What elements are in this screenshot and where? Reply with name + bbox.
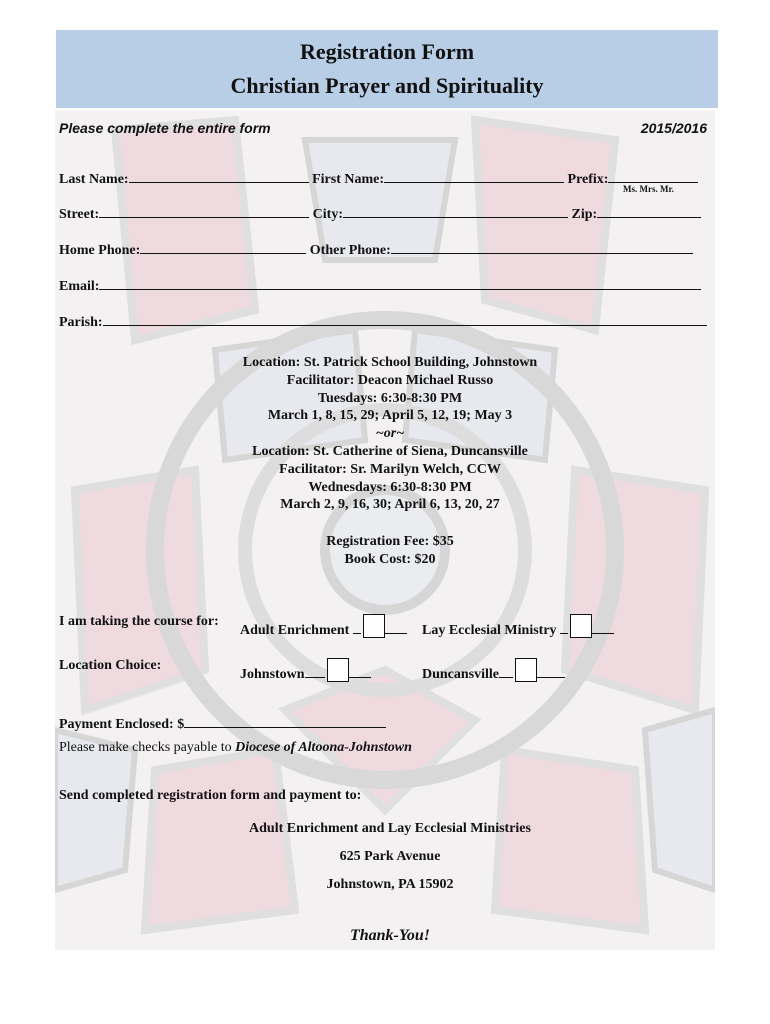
- session2-dates: March 2, 9, 16, 30; April 6, 13, 20, 27: [280, 497, 500, 513]
- instructions-text: Please complete the entire form: [59, 120, 271, 136]
- parish-row: [59, 311, 713, 331]
- registration-fee: Registration Fee: $35: [326, 534, 454, 549]
- email-label: Email:: [59, 279, 100, 294]
- payment-row: [59, 713, 713, 733]
- payment-label: Payment Enclosed: $: [59, 717, 185, 732]
- home-phone-field[interactable]: [140, 239, 306, 254]
- zip-field[interactable]: [597, 203, 701, 218]
- zip-label: Zip:: [571, 207, 598, 222]
- form-header: [56, 30, 718, 108]
- school-year: 2015/2016: [640, 120, 707, 136]
- payment-amount-field[interactable]: [184, 713, 386, 728]
- parish-field[interactable]: [103, 311, 707, 326]
- name-row: [59, 168, 713, 188]
- street-field[interactable]: [99, 203, 309, 218]
- thank-you: Thank-You!: [349, 927, 431, 944]
- johnstown-checkbox[interactable]: [327, 658, 349, 682]
- payment-note: [59, 740, 713, 756]
- street-label: Street:: [59, 207, 100, 222]
- address-street: 625 Park Avenue: [339, 849, 441, 864]
- payee-name: Diocese of Altoona-Johnstown: [235, 740, 412, 755]
- location-choice-label: Location Choice:: [59, 658, 162, 673]
- send-to-label: Send completed registration form and payment to:: [59, 788, 362, 803]
- email-field[interactable]: [99, 275, 701, 290]
- last-name-field[interactable]: [129, 168, 309, 183]
- lay-ministry-label: Lay Ecclesial Ministry: [422, 623, 557, 638]
- lay-ministry-checkbox[interactable]: [570, 614, 592, 638]
- last-name-label: Last Name:: [59, 172, 129, 187]
- parish-label: Parish:: [59, 315, 103, 330]
- adult-enrichment-checkbox[interactable]: [363, 614, 385, 638]
- course-row: [59, 614, 713, 638]
- duncansville-checkbox[interactable]: [515, 658, 537, 682]
- address-city: Johnstown, PA 15902: [326, 877, 454, 892]
- session1-location: Location: St. Patrick School Building, Johnstown: [242, 355, 538, 370]
- phone-row: [59, 239, 713, 259]
- other-phone-field[interactable]: [391, 239, 693, 254]
- form-subtitle: Christian Prayer and Spirituality: [230, 73, 544, 98]
- first-name-label: First Name:: [312, 172, 385, 187]
- payment-note-text: Please make checks payable to: [59, 740, 236, 755]
- instructions-row: [59, 120, 713, 136]
- mailing-address: [0, 815, 770, 899]
- prefix-field[interactable]: [608, 168, 698, 183]
- session2-facilitator: Facilitator: Sr. Marilyn Welch, CCW: [279, 461, 501, 477]
- email-row: [59, 275, 713, 295]
- prefix-options: Ms. Mrs. Mr.: [623, 184, 674, 194]
- session1-time: Tuesdays: 6:30-8:30 PM: [317, 390, 463, 406]
- johnstown-label: Johnstown: [240, 667, 305, 682]
- course-label: I am taking the course for:: [59, 614, 219, 629]
- home-phone-label: Home Phone:: [59, 243, 141, 258]
- city-field[interactable]: [343, 203, 568, 218]
- session-details: [0, 354, 770, 514]
- prefix-label: Prefix:: [567, 172, 609, 187]
- or-separator: ~or~: [375, 426, 405, 442]
- location-choice-row: [59, 658, 713, 682]
- address-row: [59, 203, 713, 223]
- other-phone-label: Other Phone:: [309, 243, 391, 258]
- address-org: Adult Enrichment and Lay Ecclesial Ministries: [249, 821, 531, 836]
- session1-facilitator: Facilitator: Deacon Michael Russo: [286, 372, 494, 388]
- session2-time: Wednesdays: 6:30-8:30 PM: [308, 479, 472, 495]
- book-cost: Book Cost: $20: [344, 551, 436, 567]
- duncansville-label: Duncansville: [422, 667, 500, 682]
- city-label: City:: [312, 207, 343, 222]
- session1-dates: March 1, 8, 15, 29; April 5, 12, 19; May 3: [267, 408, 513, 424]
- session2-location: Location: St. Catherine of Siena, Duncansville: [252, 443, 528, 459]
- adult-enrichment-label: Adult Enrichment: [240, 623, 350, 638]
- fees: [0, 533, 770, 569]
- first-name-field[interactable]: [384, 168, 564, 183]
- form-title: Registration Form: [299, 39, 475, 64]
